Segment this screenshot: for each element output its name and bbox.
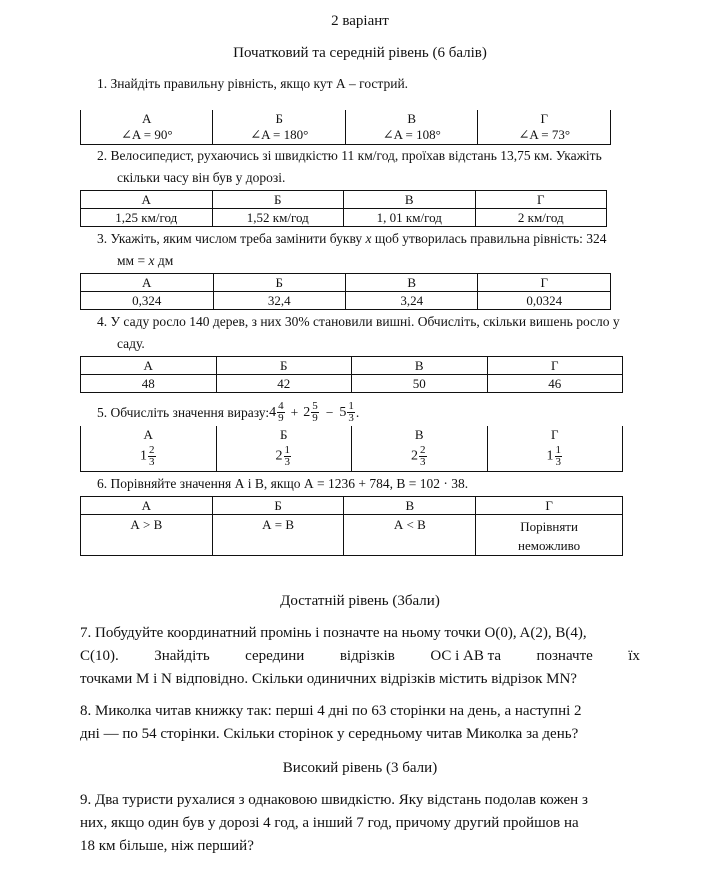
- q5-g-num: 1: [555, 444, 561, 457]
- q1-option-a: ∠A = 90°: [81, 127, 213, 144]
- q7-word-1: C(10).: [80, 648, 119, 664]
- section3-title: Високий рівень (3 бали): [282, 760, 438, 776]
- q4-header-g: Г: [487, 357, 623, 375]
- q3-line2-a: мм =: [117, 253, 149, 268]
- q5-term3-den: 3: [348, 411, 354, 424]
- q3-text-b: щоб утворилась правильна рівність: 324: [371, 231, 607, 246]
- q4-option-g: 46: [487, 375, 623, 393]
- q5-v-whole: 2: [411, 448, 418, 464]
- q5-b-num: 1: [284, 444, 290, 457]
- q5-term1-whole: 4: [269, 404, 277, 420]
- q5-g-den: 3: [555, 456, 561, 469]
- q4-header-v: В: [352, 357, 488, 375]
- variant-title: 2 варіант: [331, 13, 389, 29]
- q5-v-den: 3: [420, 456, 426, 469]
- question-3-line1: [97, 229, 606, 248]
- q1-header-g: Г: [478, 110, 611, 127]
- q2-option-b: 1,52 км/год: [212, 209, 344, 227]
- q6-option-g: [476, 515, 623, 556]
- question-8-line1: 8. Миколка читав книжку так: перші 4 дні по 63 сторінки на день, а наступні 2: [80, 703, 582, 719]
- question-2-line2: скільки часу він був у дорозі.: [117, 170, 286, 185]
- q1-header-v: В: [345, 110, 478, 127]
- q4-option-b: 42: [216, 375, 352, 393]
- q6-option-g-line1: Порівняти: [520, 519, 578, 534]
- q5-term2-num: 5: [312, 399, 318, 412]
- q5-header-b: Б: [216, 426, 352, 443]
- q5-option-g: [487, 443, 623, 471]
- q5-term2-whole: 2: [303, 404, 311, 420]
- q4-option-a: 48: [81, 375, 217, 393]
- q4-header-b: Б: [216, 357, 352, 375]
- q2-option-g: 2 км/год: [475, 209, 607, 227]
- q6-header-b: Б: [212, 497, 344, 515]
- q7-word-6: позначте: [536, 648, 593, 664]
- question-7-line2: [80, 645, 640, 667]
- q5-header-v: В: [352, 426, 488, 443]
- q5-a-num: 2: [149, 444, 155, 457]
- q3-variable: x: [365, 231, 372, 246]
- q6-header-a: А: [81, 497, 213, 515]
- q2-header-g: Г: [475, 191, 607, 209]
- question-7-line3: точками M і N відповідно. Скільки одиничних відрізків містить відрізок MN?: [80, 671, 577, 687]
- q5-term2-fraction: [311, 401, 319, 424]
- q3-line2-b: дм: [154, 253, 174, 268]
- q5-b-den: 3: [284, 456, 290, 469]
- q7-word-4: відрізків: [339, 648, 395, 664]
- question-2-answers: [80, 190, 607, 227]
- q5-a-fraction: [148, 445, 156, 468]
- question-2-line1: 2. Велосипедист, рухаючись зі швидкістю 11 км/год, проїхав відстань 13,75 км. Укажіть: [97, 148, 602, 163]
- q3-variable-2: x: [148, 253, 155, 268]
- question-4-line2: саду.: [117, 336, 145, 351]
- question-5-answers: [80, 426, 623, 472]
- q3-option-v: 3,24: [345, 292, 477, 310]
- q6-option-b: А = В: [212, 515, 344, 556]
- q5-op1: +: [290, 404, 299, 420]
- question-3-answers: [80, 273, 611, 310]
- question-6-answers: [80, 496, 623, 556]
- q5-g-fraction: [555, 445, 563, 468]
- q1-option-g: ∠A = 73°: [478, 127, 611, 144]
- q5-b-fraction: [284, 445, 292, 468]
- q6-option-v: А < В: [344, 515, 476, 556]
- question-4-line1: 4. У саду росло 140 дерев, з них 30% становили вишні. Обчисліть, скільки вишень росло у: [97, 314, 620, 329]
- q5-a-den: 3: [149, 456, 155, 469]
- q5-term3-whole: 5: [339, 404, 347, 420]
- q5-option-v: [352, 443, 488, 471]
- q6-header-g: Г: [476, 497, 623, 515]
- q5-header-g: Г: [487, 426, 623, 443]
- q6-option-g-line2: неможливо: [518, 538, 581, 553]
- q5-end: .: [355, 404, 360, 420]
- q5-term1-fraction: [277, 401, 285, 424]
- q5-v-fraction: [419, 445, 427, 468]
- question-9-line3: 18 км більше, ніж перший?: [80, 838, 254, 854]
- q7-word-3: середини: [245, 648, 305, 664]
- q5-term3-fraction: [347, 401, 355, 424]
- q5-term2-den: 9: [312, 411, 318, 424]
- q1-option-v: ∠A = 108°: [345, 127, 478, 144]
- q5-text: 5. Обчисліть значення виразу:: [97, 404, 270, 420]
- q5-a-whole: 1: [140, 448, 147, 464]
- question-3-line2: [117, 251, 173, 270]
- q2-option-v: 1, 01 км/год: [344, 209, 476, 227]
- question-6-text: 6. Порівняйте значення А і В, якщо А = 1236 + 784, В = 102 · 38.: [97, 476, 469, 491]
- q4-option-v: 50: [352, 375, 488, 393]
- q3-header-g: Г: [478, 274, 611, 292]
- question-1-text: 1. Знайдіть правильну рівність, якщо кут А – гострий.: [97, 76, 409, 91]
- q2-header-a: А: [81, 191, 213, 209]
- q5-op2: −: [325, 404, 334, 420]
- q2-header-b: Б: [212, 191, 344, 209]
- q5-option-a: [81, 443, 217, 471]
- question-7-line1: 7. Побудуйте координатний промінь і позначте на ньому точки O(0), A(2), B(4),: [80, 625, 587, 641]
- question-4-answers: [80, 356, 623, 393]
- q3-header-v: В: [345, 274, 477, 292]
- q5-g-whole: 1: [546, 448, 554, 464]
- question-5-line: [97, 398, 359, 426]
- q2-option-a: 1,25 км/год: [81, 209, 213, 227]
- q6-header-v: В: [344, 497, 476, 515]
- q3-option-g: 0,0324: [478, 292, 611, 310]
- q5-term1-num: 4: [278, 399, 284, 412]
- q3-header-b: Б: [213, 274, 345, 292]
- q7-word-7: їх: [628, 648, 640, 664]
- q4-header-a: А: [81, 357, 217, 375]
- q5-v-num: 2: [420, 444, 426, 457]
- q2-header-v: В: [344, 191, 476, 209]
- q3-text-a: 3. Укажіть, яким числом треба замінити букву: [97, 231, 366, 246]
- q7-word-2: Знайдіть: [154, 648, 210, 664]
- section1-title: Початковий та середній рівень (6 балів): [233, 45, 487, 61]
- question-1-answers: [80, 110, 611, 145]
- q3-option-a: 0,324: [81, 292, 214, 310]
- section2-title: Достатній рівень (3бали): [280, 593, 440, 609]
- question-9-line2: них, якщо один був у дорозі 4 год, а інший 7 год, причому другий пройшов на: [80, 815, 579, 831]
- q7-word-5: ОС і АВ та: [430, 648, 501, 664]
- q5-header-a: А: [81, 426, 217, 443]
- q1-header-a: А: [81, 110, 213, 127]
- q3-header-a: А: [81, 274, 214, 292]
- q6-option-a: А > В: [81, 515, 213, 556]
- question-8-line2: дні — по 54 сторінки. Скільки сторінок у середньому читав Миколка за день?: [80, 726, 579, 742]
- question-9-line1: 9. Два туристи рухалися з однаковою швидкістю. Яку відстань подолав кожен з: [80, 792, 588, 808]
- q5-b-whole: 2: [275, 448, 283, 464]
- q5-term1-den: 9: [278, 411, 284, 424]
- q1-option-b: ∠A = 180°: [213, 127, 346, 144]
- q5-option-b: [216, 443, 352, 471]
- q3-option-b: 32,4: [213, 292, 345, 310]
- q1-header-b: Б: [213, 110, 346, 127]
- q5-term3-num: 1: [348, 399, 354, 412]
